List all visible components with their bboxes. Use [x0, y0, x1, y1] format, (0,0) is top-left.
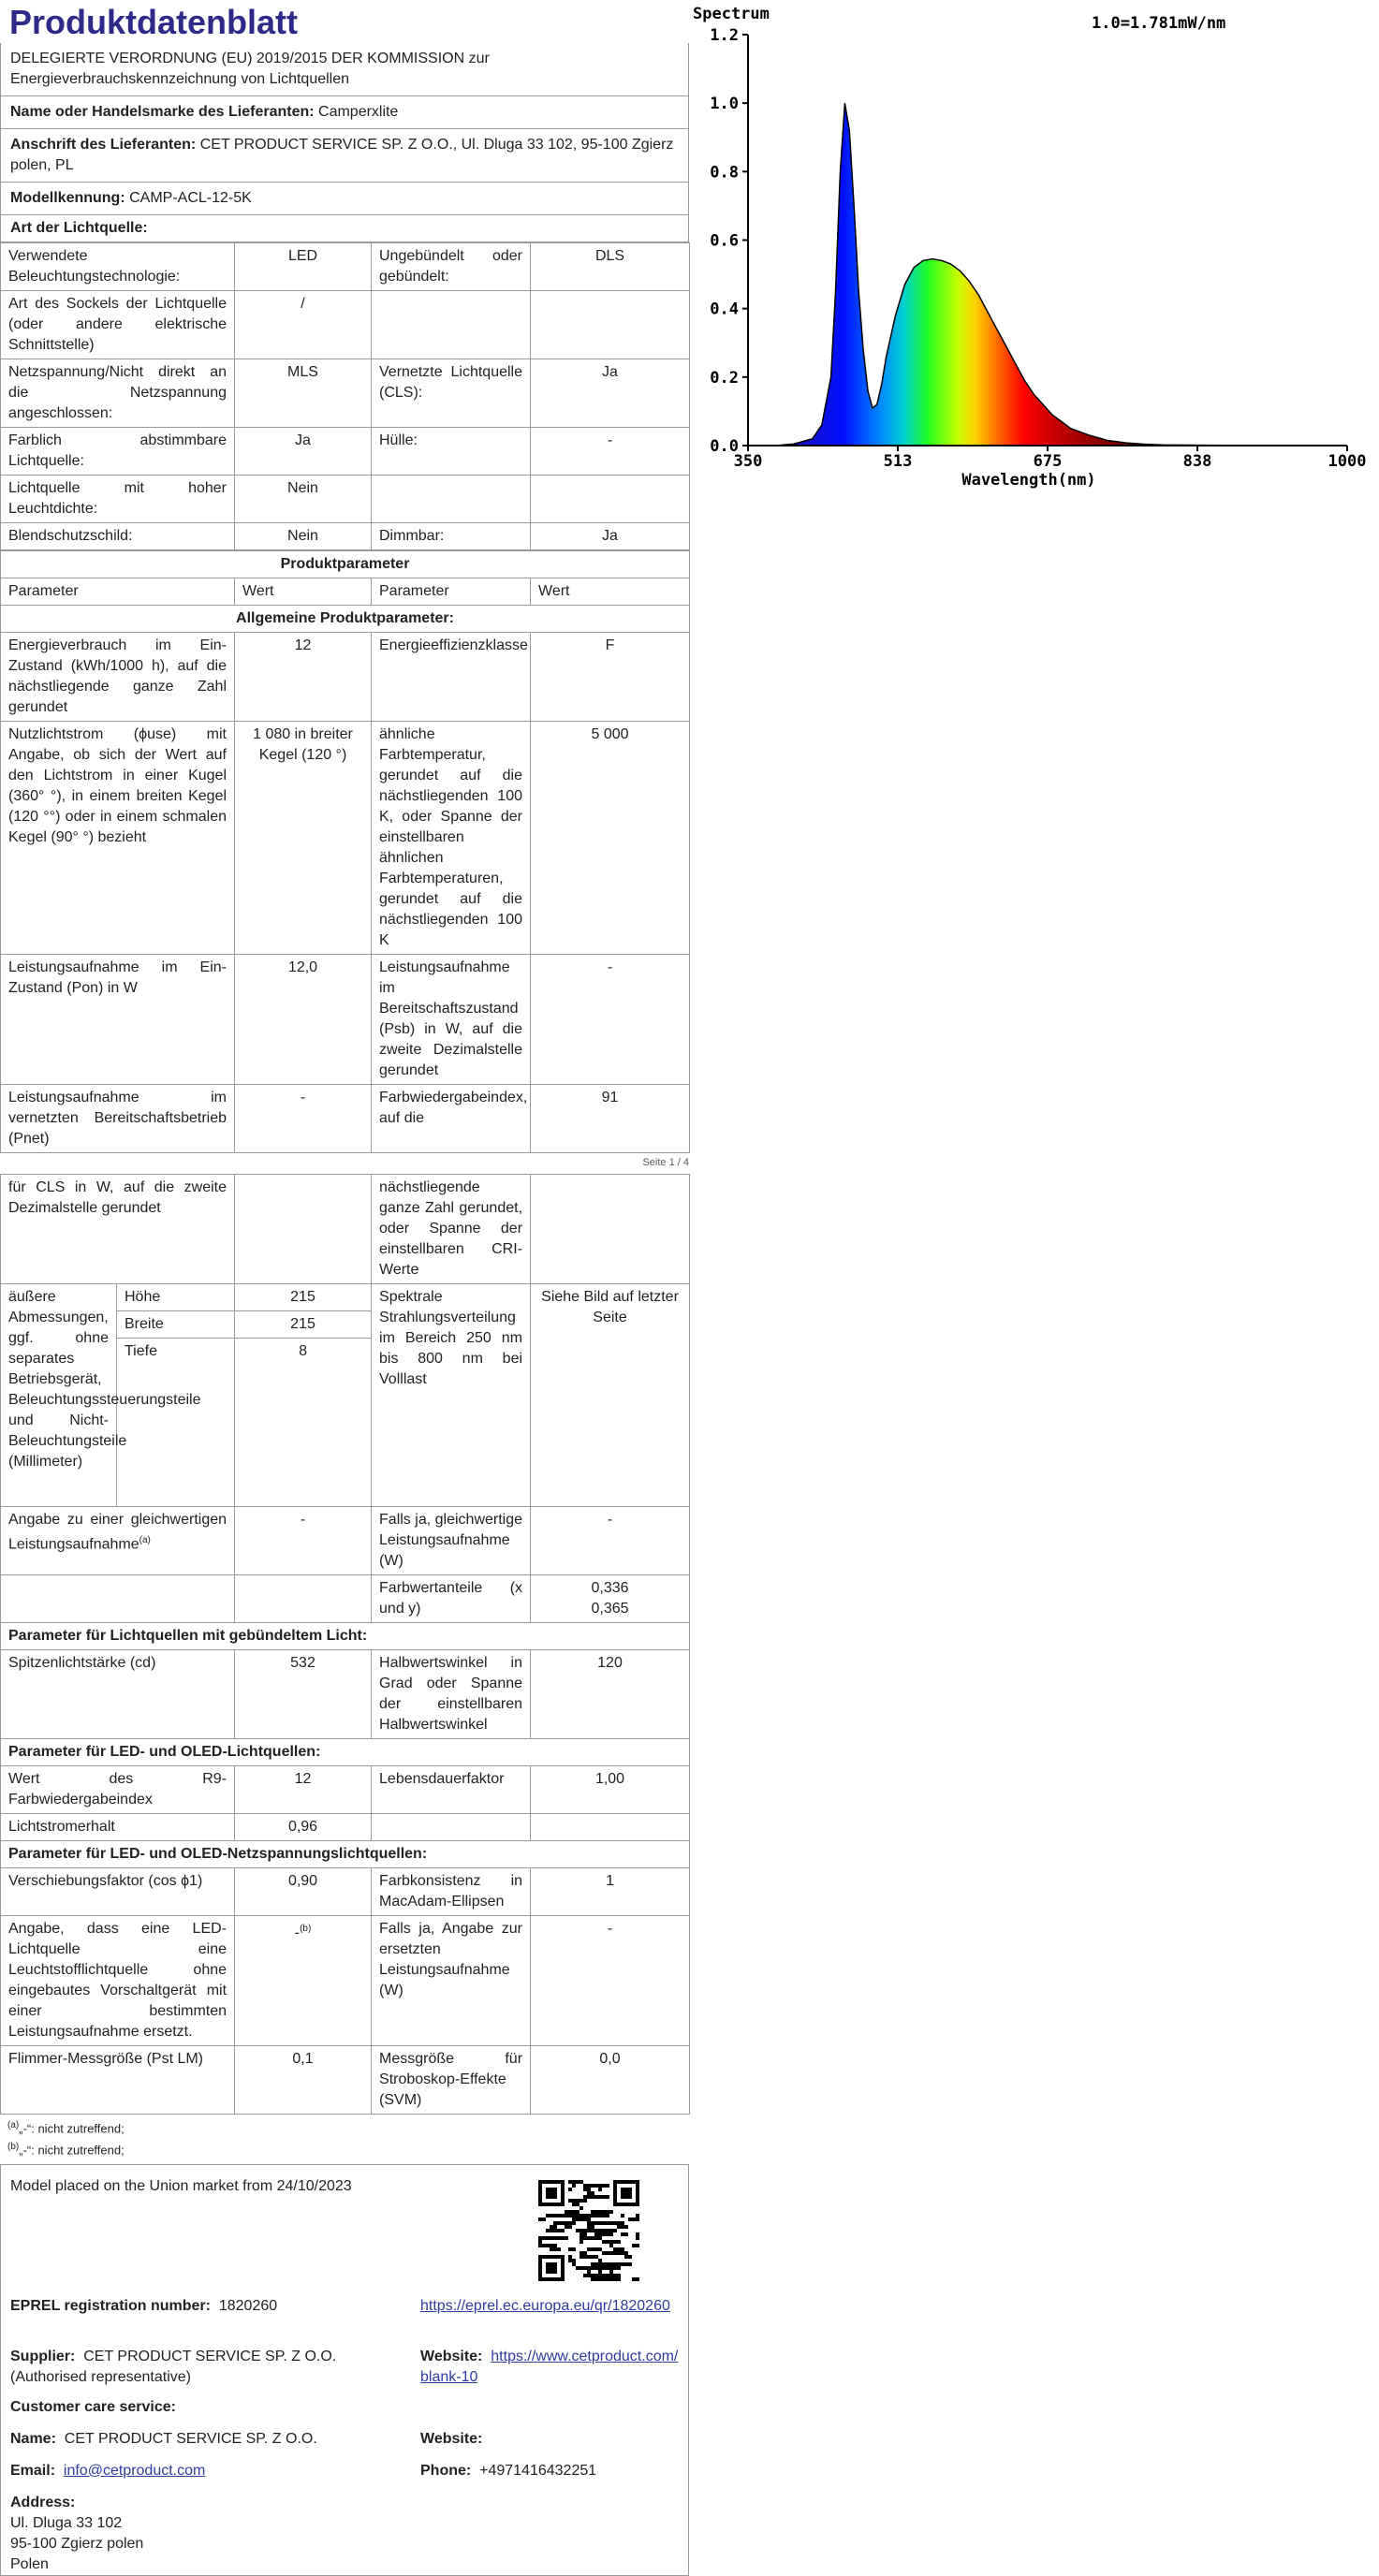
- x-axis-label: Wavelength(nm): [961, 471, 1096, 490]
- led-param-param-1: Lichtstromerhalt: [1, 1814, 235, 1841]
- led-heading: Parameter für LED- und OLED-Lichtquellen:: [1, 1739, 690, 1766]
- cri-param-top: Farbwiedergabeindex, auf die: [372, 1085, 531, 1153]
- type-param-2: [372, 476, 531, 523]
- mains-param-value-1: 0,1: [235, 2046, 372, 2115]
- chart-annotation: 1.0=1.781mW/nm: [1092, 14, 1226, 33]
- equiv-power-param: Falls ja, gleichwertige Leistungsaufnahme (W): [372, 1507, 531, 1575]
- footnote: $^{(b)}$„-“: nicht zutreffend;: [7, 2142, 125, 2158]
- general-param-row: [1, 633, 690, 722]
- mains-param-param-2: Falls ja, Angabe zur ersetzten Leistungsaufnahme (W): [372, 1916, 531, 2046]
- eprel-box: [0, 2164, 689, 2576]
- directional-heading: Parameter für Lichtquellen mit gebündeltem Licht:: [1, 1623, 690, 1650]
- general-param-1: Nutzlichtstrom (ϕuse) mit Angabe, ob sich der Wert auf den Lichtstrom in einer Kugel (360° °), in einem breiten Kegel (120 °°) oder in einem schmalen Kegel (90° °) bezieht: [1, 722, 235, 955]
- type-param-1: Blendschutzschild:: [1, 523, 235, 550]
- model-row: [1, 183, 688, 215]
- chroma-value: 0,336 0,365: [531, 1575, 690, 1623]
- x-tick-label: 838: [1182, 452, 1212, 471]
- x-tick-label: 350: [733, 452, 763, 471]
- page-title: Produktdatenblatt: [9, 3, 299, 41]
- supplier-name-label: Name oder Handelsmarke des Lieferanten:: [10, 104, 315, 120]
- website-link[interactable]: https://www.cetproduct.com/blank-10: [420, 2348, 679, 2385]
- supplier-name-value: Camperxlite: [318, 104, 399, 120]
- general-value-1: 12: [235, 633, 372, 722]
- type-value-2: [531, 476, 690, 523]
- cri-value: 91: [531, 1085, 690, 1153]
- general-param-2: Energieeffizienzklasse: [372, 633, 531, 722]
- email-row: Email: info@cetproduct.com: [10, 2462, 206, 2479]
- y-tick-label: 1.0: [710, 95, 739, 114]
- beam-angle-param: Halbwertswinkel in Grad oder Spanne der einstellbaren Halbwertswinkel: [372, 1650, 531, 1739]
- mains-param-param-1: Flimmer-Messgröße (Pst LM): [1, 2046, 235, 2115]
- spectrum-chart-svg: [689, 0, 1379, 505]
- y-tick-label: 0.4: [710, 300, 739, 319]
- dimensions-label: äußere Abmessungen, ggf. ohne separates Betriebsgerät, Beleuchtungssteuerungsteile und Nicht-Beleuchtungsteile (Millimeter): [1, 1284, 117, 1507]
- mains-param-value-2: 1: [531, 1868, 690, 1916]
- type-row: [1, 359, 690, 428]
- dim-depth-label: Tiefe: [117, 1339, 235, 1507]
- type-table: [0, 242, 690, 550]
- email-link[interactable]: info@cetproduct.com: [63, 2462, 206, 2479]
- supplier-address-value: CET PRODUCT SERVICE SP. Z O.O., Ul. Dluga 33 102, 95-100 Zgierz polen, PL: [10, 137, 674, 173]
- general-value-1: 1 080 in breiter Kegel (120 °): [235, 722, 372, 955]
- col-value-2: Wert: [531, 578, 690, 606]
- datasheet: [0, 0, 689, 2576]
- beam-angle-value: 120: [531, 1650, 690, 1739]
- standby-net-value: -: [235, 1085, 372, 1153]
- model-value: CAMP-ACL-12-5K: [129, 190, 252, 206]
- led-param-value-2: 1,00: [531, 1766, 690, 1814]
- type-value-1: MLS: [235, 359, 372, 428]
- address-lines: Ul. Dluga 33 102 95-100 Zgierz polen Polen: [10, 2514, 144, 2572]
- led-param-row: [1, 1814, 690, 1841]
- mains-param-param-1: Verschiebungsfaktor (cos ϕ1): [1, 1868, 235, 1916]
- care-name-row: Name: CET PRODUCT SERVICE SP. Z O.O.: [10, 2430, 317, 2447]
- y-tick-label: 0.2: [710, 368, 739, 388]
- type-param-1: Farblich abstimmbare Lichtquelle:: [1, 428, 235, 476]
- standby-net-param-top: Leistungsaufnahme im vernetzten Bereitschaftsbetrieb (Pnet): [1, 1085, 235, 1153]
- general-value-2: -: [531, 955, 690, 1085]
- mains-heading: Parameter für LED- und OLED-Netzspannungslichtquellen:: [1, 1841, 690, 1868]
- y-tick-label: 0.0: [710, 437, 739, 456]
- led-param-param-2: Lebensdauerfaktor: [372, 1766, 531, 1814]
- eprel-reg-row: EPREL registration number: 1820260: [10, 2297, 278, 2314]
- spectrum-chart: [689, 0, 1379, 505]
- dim-depth-value: 8: [235, 1339, 372, 1507]
- page-indicator: Seite 1 / 4: [642, 1157, 689, 1168]
- type-param-2: Vernetzte Lichtquelle (CLS):: [372, 359, 531, 428]
- x-tick-label: 513: [883, 452, 913, 471]
- mains-param-param-2: Farbkonsistenz in MacAdam-Ellipsen: [372, 1868, 531, 1916]
- type-row: [1, 523, 690, 550]
- general-value-2: 5 000: [531, 722, 690, 955]
- general-value-2: F: [531, 633, 690, 722]
- mains-param-param-2: Messgröße für Stroboskop-Effekte (SVM): [372, 2046, 531, 2115]
- led-param-value-2: [531, 1814, 690, 1841]
- general-param-row: [1, 722, 690, 955]
- dim-width-value: 215: [235, 1311, 372, 1339]
- type-param-1: Netzspannung/Nicht direkt an die Netzspannung angeschlossen:: [1, 359, 235, 428]
- mains-param-value-1: -$^{(b)}$: [235, 1916, 372, 2046]
- type-value-2: [531, 291, 690, 359]
- cri-param-bottom: nächstliegende ganze Zahl gerundet, oder Spanne der einstellbaren CRI-Werte: [372, 1175, 531, 1284]
- eprel-link[interactable]: https://eprel.ec.europa.eu/qr/1820260: [420, 2297, 670, 2314]
- type-param-1: Verwendete Beleuchtungstechnologie:: [1, 243, 235, 291]
- dim-width-label: Breite: [117, 1311, 235, 1339]
- general-params-heading: Allgemeine Produktparameter:: [1, 606, 690, 633]
- mains-param-row: [1, 2046, 690, 2115]
- led-param-row: [1, 1766, 690, 1814]
- mains-param-row: [1, 1916, 690, 2046]
- type-row: [1, 476, 690, 523]
- product-params-table-cont: [0, 1174, 690, 2115]
- mains-param-value-2: -: [531, 1916, 690, 2046]
- general-param-2: ähnliche Farbtemperatur, gerundet auf die nächstliegenden 100 K, oder Spanne der einstellbaren ähnlichen Farbtemperaturen, gerundet auf die nächstliegenden 100 K: [372, 722, 531, 955]
- spectral-value: Siehe Bild auf letzter Seite: [531, 1284, 690, 1507]
- supplier-name-row: [1, 96, 688, 129]
- website-row: Website: https://www.cetproduct.com/blank-10: [420, 2348, 679, 2385]
- type-param-2: Ungebündelt oder gebündelt:: [372, 243, 531, 291]
- led-param-param-1: Wert des R9-Farbwiedergabeindex: [1, 1766, 235, 1814]
- model-label: Modellkennung:: [10, 190, 125, 206]
- general-param-1: Energieverbrauch im Ein-Zustand (kWh/1000 h), auf die nächstliegende ganze Zahl gerundet: [1, 633, 235, 722]
- market-text: Model placed on the Union market from 24/10/2023: [10, 2177, 352, 2194]
- y-tick-label: 0.8: [710, 163, 739, 183]
- peak-intensity-value: 532: [235, 1650, 372, 1739]
- standby-net-param-bottom: für CLS in W, auf die zweite Dezimalstelle gerundet: [1, 1175, 235, 1284]
- y-tick-label: 1.2: [710, 26, 739, 45]
- type-row: [1, 243, 690, 291]
- supplier-address-label: Anschrift des Lieferanten:: [10, 137, 197, 153]
- type-row: [1, 428, 690, 476]
- eprel-reg-value: 1820260: [218, 2297, 278, 2314]
- light-source-type-heading: Art der Lichtquelle:: [10, 220, 148, 236]
- type-value-1: Ja: [235, 428, 372, 476]
- type-value-2: -: [531, 428, 690, 476]
- led-param-value-1: 12: [235, 1766, 372, 1814]
- type-value-2: DLS: [531, 243, 690, 291]
- equiv-power-value: -: [531, 1507, 690, 1575]
- type-param-2: Dimmbar:: [372, 523, 531, 550]
- mains-param-param-1: Angabe, dass eine LED-Lichtquelle eine Leuchtstofflichtquelle ohne eingebautes Vorschaltgerät mit einer bestimmten Leistungsaufnahme ersetzt.: [1, 1916, 235, 2046]
- peak-intensity-param: Spitzenlichtstärke (cd): [1, 1650, 235, 1739]
- led-param-value-1: 0,96: [235, 1814, 372, 1841]
- type-param-2: [372, 291, 531, 359]
- y-tick-label: 0.6: [710, 231, 739, 251]
- care-website-label: Website:: [420, 2430, 483, 2447]
- equiv-value: -: [235, 1507, 372, 1575]
- footnote: $^{(a)}$„-“: nicht zutreffend;: [7, 2120, 125, 2136]
- type-row: [1, 291, 690, 359]
- mains-param-row: [1, 1868, 690, 1916]
- spectrum-area: [748, 103, 1347, 446]
- chart-title: Spectrum: [693, 5, 770, 23]
- type-param-1: Art des Sockels der Lichtquelle (oder andere elektrische Schnittstelle): [1, 291, 235, 359]
- type-value-1: Nein: [235, 523, 372, 550]
- col-param-1: Parameter: [1, 578, 235, 606]
- dim-height-label: Höhe: [117, 1284, 235, 1311]
- led-param-param-2: [372, 1814, 531, 1841]
- product-params-heading: Produktparameter: [1, 551, 690, 578]
- type-value-1: LED: [235, 243, 372, 291]
- x-tick-label: 1000: [1328, 452, 1367, 471]
- qr-code-icon: [538, 2180, 639, 2281]
- type-param-2: Hülle:: [372, 428, 531, 476]
- footnotes: [0, 2115, 689, 2162]
- supplier-address-row: [1, 129, 688, 183]
- chroma-param: Farbwertanteile (x und y): [372, 1575, 531, 1623]
- spectral-param: Spektrale Strahlungsverteilung im Bereich 250 nm bis 800 nm bei Volllast: [372, 1284, 531, 1507]
- phone-row: Phone: +4971416432251: [420, 2462, 597, 2479]
- general-value-1: 12,0: [235, 955, 372, 1085]
- address-label: Address:: [10, 2494, 76, 2510]
- mains-param-value-1: 0,90: [235, 1868, 372, 1916]
- general-param-2: Leistungsaufnahme im Bereitschaftszustand (Psb) in W, auf die zweite Dezimalstelle gerundet: [372, 955, 531, 1085]
- general-param-row: [1, 955, 690, 1085]
- type-value-2: Ja: [531, 359, 690, 428]
- type-param-1: Lichtquelle mit hoher Leuchtdichte:: [1, 476, 235, 523]
- general-param-1: Leistungsaufnahme im Ein-Zustand (Pon) in W: [1, 955, 235, 1085]
- customer-care-label: Customer care service:: [10, 2398, 176, 2415]
- type-value-2: Ja: [531, 523, 690, 550]
- col-param-2: Parameter: [372, 578, 531, 606]
- col-value-1: Wert: [235, 578, 372, 606]
- mains-param-value-2: 0,0: [531, 2046, 690, 2115]
- equiv-param: Angabe zu einer gleichwertigen Leistungsaufnahme$^{(a)}$: [1, 1507, 235, 1575]
- supplier-row: Supplier: CET PRODUCT SERVICE SP. Z O.O. (Authorised representative): [10, 2348, 337, 2385]
- regulation-text: DELEGIERTE VERORDNUNG (EU) 2019/2015 DER KOMMISSION zur Energieverbrauchskennzeichnung von Lichtquellen: [1, 43, 688, 96]
- x-tick-label: 675: [1033, 452, 1063, 471]
- type-value-1: Nein: [235, 476, 372, 523]
- product-params-table: [0, 550, 690, 1153]
- type-value-1: /: [235, 291, 372, 359]
- dim-height-value: 215: [235, 1284, 372, 1311]
